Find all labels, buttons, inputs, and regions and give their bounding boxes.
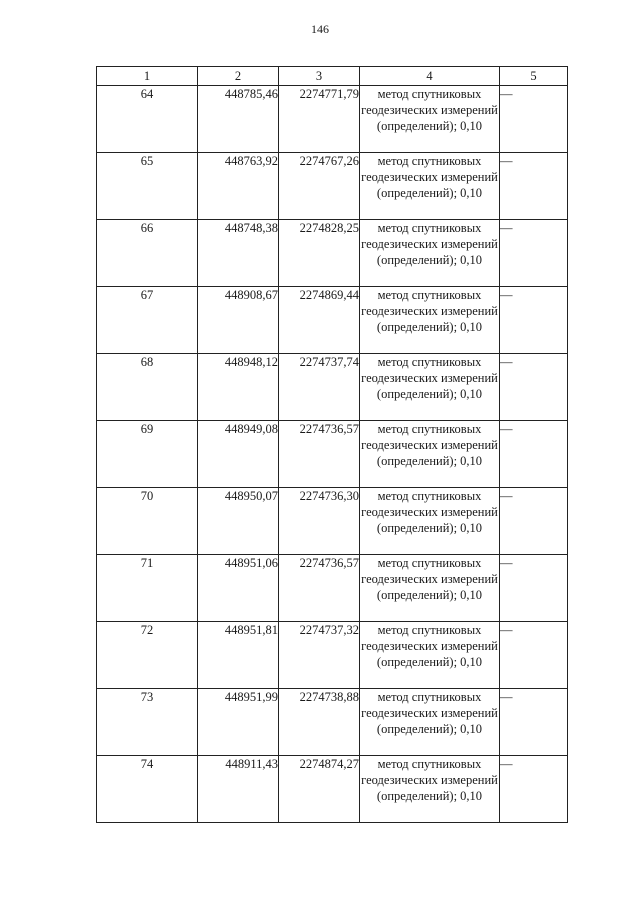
point-number: 68 [97,354,198,421]
method-description: метод спутниковых геодезических измерений (определений); 0,10 [360,86,500,153]
note-cell: — [500,421,568,488]
table-row [97,622,568,689]
y-coordinate: 2274737,74 [279,354,360,421]
point-number: 74 [97,756,198,823]
y-coordinate: 2274736,57 [279,421,360,488]
table-row [97,153,568,220]
column-header: 4 [360,67,500,86]
y-coordinate: 2274771,79 [279,86,360,153]
note-cell: — [500,287,568,354]
point-number: 64 [97,86,198,153]
table-row [97,354,568,421]
note-cell: — [500,153,568,220]
method-description: метод спутниковых геодезических измерений (определений); 0,10 [360,220,500,287]
note-cell: — [500,756,568,823]
point-number: 66 [97,220,198,287]
page-number: 146 [311,22,329,36]
point-number: 67 [97,287,198,354]
note-cell: — [500,220,568,287]
column-header: 2 [198,67,279,86]
y-coordinate: 2274828,25 [279,220,360,287]
y-coordinate: 2274767,26 [279,153,360,220]
column-header: 1 [97,67,198,86]
point-number: 65 [97,153,198,220]
point-number: 69 [97,421,198,488]
table-row [97,86,568,153]
table-row [97,756,568,823]
x-coordinate: 448951,81 [198,622,279,689]
x-coordinate: 448911,43 [198,756,279,823]
method-description: метод спутниковых геодезических измерений (определений); 0,10 [360,421,500,488]
x-coordinate: 448949,08 [198,421,279,488]
point-number: 70 [97,488,198,555]
coordinates-table [96,66,568,823]
point-number: 73 [97,689,198,756]
table-row [97,421,568,488]
x-coordinate: 448951,06 [198,555,279,622]
point-number: 71 [97,555,198,622]
x-coordinate: 448908,67 [198,287,279,354]
table-row [97,220,568,287]
y-coordinate: 2274738,88 [279,689,360,756]
table-row [97,287,568,354]
x-coordinate: 448785,46 [198,86,279,153]
method-description: метод спутниковых геодезических измерений (определений); 0,10 [360,756,500,823]
y-coordinate: 2274737,32 [279,622,360,689]
table-row [97,555,568,622]
method-description: метод спутниковых геодезических измерений (определений); 0,10 [360,287,500,354]
method-description: метод спутниковых геодезических измерений (определений); 0,10 [360,622,500,689]
table-header-row [97,67,568,86]
method-description: метод спутниковых геодезических измерений (определений); 0,10 [360,354,500,421]
note-cell: — [500,689,568,756]
method-description: метод спутниковых геодезических измерений (определений); 0,10 [360,689,500,756]
y-coordinate: 2274869,44 [279,287,360,354]
x-coordinate: 448763,92 [198,153,279,220]
method-description: метод спутниковых геодезических измерений (определений); 0,10 [360,153,500,220]
table-row [97,689,568,756]
method-description: метод спутниковых геодезических измерений (определений); 0,10 [360,555,500,622]
x-coordinate: 448951,99 [198,689,279,756]
note-cell: — [500,488,568,555]
x-coordinate: 448748,38 [198,220,279,287]
table-row [97,488,568,555]
y-coordinate: 2274736,30 [279,488,360,555]
note-cell: — [500,86,568,153]
x-coordinate: 448948,12 [198,354,279,421]
note-cell: — [500,622,568,689]
point-number: 72 [97,622,198,689]
note-cell: — [500,354,568,421]
y-coordinate: 2274874,27 [279,756,360,823]
column-header: 3 [279,67,360,86]
note-cell: — [500,555,568,622]
method-description: метод спутниковых геодезических измерений (определений); 0,10 [360,488,500,555]
column-header: 5 [500,67,568,86]
y-coordinate: 2274736,57 [279,555,360,622]
x-coordinate: 448950,07 [198,488,279,555]
